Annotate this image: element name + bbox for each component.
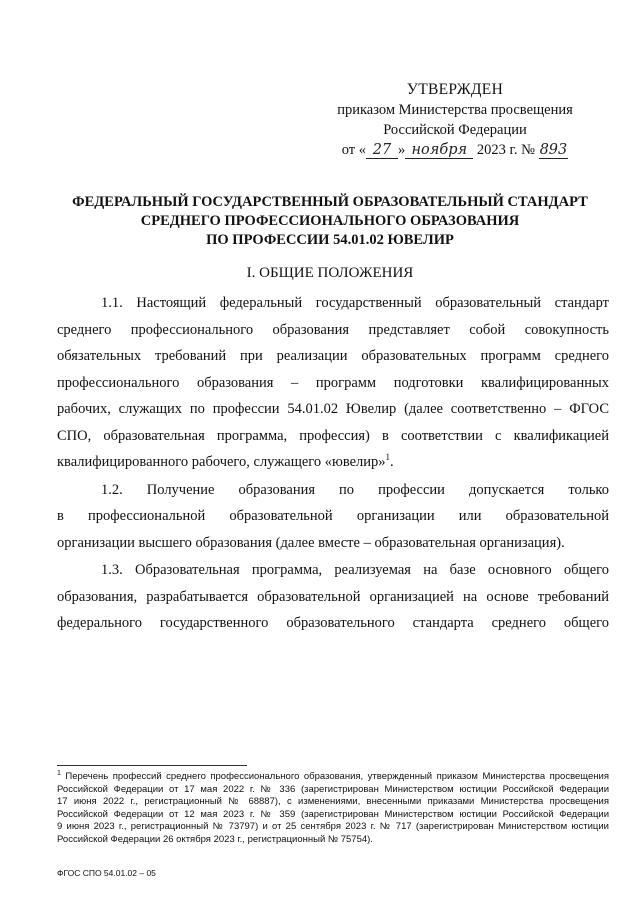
date-prefix: от « (341, 142, 367, 158)
text-line: обязательных требований при реализации образовательных программ среднего (57, 348, 609, 364)
approval-block (300, 80, 610, 160)
footnote-marker: 1 (57, 769, 61, 777)
text-line-with-footnote (57, 449, 609, 476)
title-line-1: ФЕДЕРАЛЬНЫЙ ГОСУДАРСТВЕННЫЙ ОБРАЗОВАТЕЛЬНЫЙ СТАНДАРТ (72, 194, 588, 210)
text-line: рабочих, служащих по профессии 54.01.02 Ювелир (далее соответственно – ФГОС (57, 401, 609, 417)
sentence-end: . (390, 454, 394, 470)
document-title (40, 193, 620, 250)
footnote-line (57, 771, 609, 784)
approval-date-line (300, 140, 610, 160)
document-body (57, 290, 609, 637)
text-line: организации высшего образования (далее вместе – образовательная организация). (57, 534, 565, 551)
text-line: среднего профессионального образования представляет собой совокупность (57, 321, 609, 338)
text-line: 1.3. Образовательная программа, реализуемая на базе основного общего (101, 562, 609, 578)
page-code: ФГОС СПО 54.01.02 – 05 (57, 868, 156, 878)
handwritten-day: 27 (366, 143, 398, 159)
text-line: квалифицированного рабочего, служащего «ювелир» (57, 454, 386, 470)
footnote-divider (57, 765, 247, 766)
footnote-text: Перечень профессий среднего профессионального образования, утвержденный приказом Министерства просвещения (60, 771, 609, 782)
text-line: федерального государственного образовательного стандарта среднего общего (57, 615, 609, 631)
paragraph-1-1 (57, 290, 609, 476)
footnote-line: Российской Федерации 26 октября 2023 г., регистрационный № 75754). (57, 833, 373, 845)
footnote-line: Российской Федерации от 17 мая 2022 г. № 336 (зарегистрирован Министерством юстиции Российской Федерации (57, 783, 609, 795)
handwritten-order-number: 893 (539, 142, 568, 158)
paragraph-1-2 (57, 477, 609, 557)
text-line: 1.1. Настоящий федеральный государственный образовательный стандарт (101, 295, 609, 311)
section-heading: I. ОБЩИЕ ПОЛОЖЕНИЯ (246, 265, 414, 281)
footnote (57, 771, 609, 847)
approval-line-2: Российской Федерации (383, 122, 527, 138)
text-line: профессионального образования – программ подготовки квалифицированных (57, 374, 609, 391)
text-line: в профессиональной образовательной организации или образовательной (57, 508, 609, 524)
title-line-3: ПО ПРОФЕССИИ 54.01.02 ЮВЕЛИР (206, 232, 454, 248)
approval-line-1: приказом Министерства просвещения (337, 102, 573, 118)
handwritten-month: ноября (405, 143, 473, 159)
footnote-line: Российской Федерации от 12 мая 2023 г. № 359 (зарегистрирован Министерством юстиции Российской Федерации (57, 808, 609, 820)
title-line-2: СРЕДНЕГО ПРОФЕССИОНАЛЬНОГО ОБРАЗОВАНИЯ (140, 213, 520, 229)
text-line: СПО, образовательная программа, профессия) в соответствии с квалификацией (57, 427, 609, 444)
date-close-quote: » (398, 142, 406, 158)
footnote-line: 9 июня 2023 г., регистрационный № 73797) и от 25 сентября 2023 г. № 717 (зарегистрирован Министерством юстиции (57, 821, 609, 833)
approval-heading: УТВЕРЖДЕН (406, 81, 504, 98)
footnote-reference[interactable]: 1 (385, 452, 391, 463)
text-line: образования, разрабатывается образовательной организацией на основе требований (57, 588, 609, 605)
text-line: 1.2. Получение образования по профессии допускается только (101, 481, 609, 498)
footnote-line: 17 июня 2022 г., регистрационный № 68887), с изменениями, внесенными приказами Министерства просвещения (57, 796, 609, 808)
date-year: 2023 г. № (476, 142, 535, 158)
paragraph-1-3 (57, 557, 609, 637)
